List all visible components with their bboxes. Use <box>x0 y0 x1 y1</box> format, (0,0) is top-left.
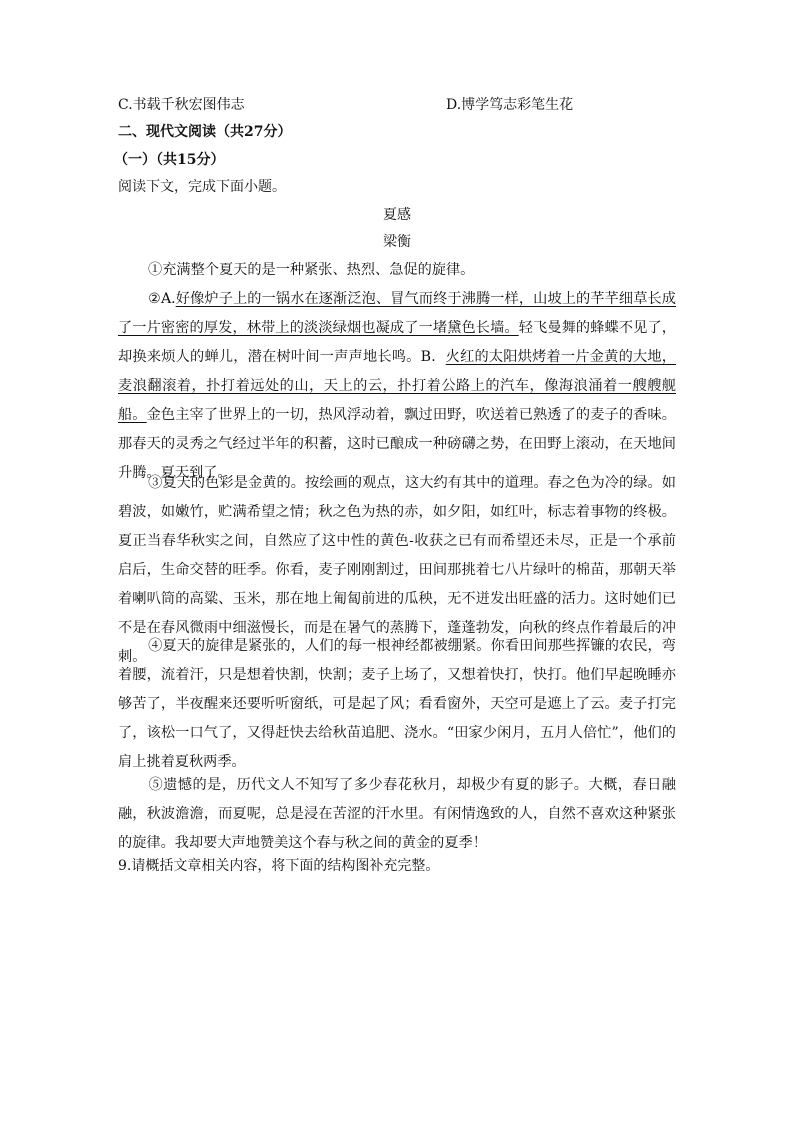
sub-heading: （一）（共15分） <box>114 152 225 168</box>
paragraph-2-middle-text: 轻飞曼舞的蜂蝶不见了，却换来烦人的蝉儿，潜在树叶间一声声地长鸣。B． <box>118 320 676 365</box>
article-author: 梁衡 <box>383 234 411 250</box>
section-heading: 二、现代文阅读（共27分） <box>118 124 292 140</box>
paragraph-3-text: ③夏天的色彩是金黄的。按绘画的观点，这大约有其中的道理。春之色为冷的绿。如碧波，如嫩竹，贮满希望之情；秋之色为热的赤，如夕阳，如红叶，标志着事物的终极。夏正当春华秋实之间，自然应了这中性的黄色-收获之已有而希望还未尽，正是一个承前启后，生命交替的旺季。你看，麦子刚刚割过，田间那挑着七八片绿叶的棉苗，那朝天举着喇叭筒的高粱、玉米，那在地上匍匐前进的瓜秧，无不迸发出旺盛的活力。这时她们已不是在春风微雨中细滋慢长，而是在暑气的蒸腾下，蓬蓬勃发，向秋的终点作着最后的冲刺。 <box>118 475 676 665</box>
paragraph-5-text: ⑤遗憾的是，历代文人不知写了多少春花秋月，却极少有夏的影子。大概，春日融融，秋波澹澹，而夏呢，总是浸在苦涩的汗水里。有闲情逸致的人，自然不喜欢这种紧张的旋律。我却要大声地赞美这个春与秋之间的黄金的夏季！ <box>118 777 676 851</box>
option-d: D.博学笃志彩笔生花 <box>446 97 574 113</box>
underlined-sentence-b: 火红的太阳烘烤着一片金黄的大地，麦浪翻滚着，扑打着远处的山，天上的云，扑打着公路上的汽车，像海浪涌着一艘艘舰船。 <box>118 349 676 423</box>
paragraph-5 <box>118 771 676 858</box>
paragraph-4 <box>118 632 676 777</box>
option-c: C.书载千秋宏图伟志 <box>118 97 245 113</box>
sentence-a-label: A. <box>160 291 176 307</box>
underlined-sentence-a: 好像炉子上的一锅水在逐渐泛泡、冒气而终于沸腾一样，山坡上的芊芊细草长成了一片密密的厚发，林带上的淡淡绿烟也凝成了一堵黛色长墙。 <box>118 291 676 336</box>
paragraph-1-text: ①充满整个夏天的是一种紧张、热烈、急促的旋律。 <box>148 262 475 278</box>
paragraph-1 <box>118 256 676 285</box>
paragraph-4-text: ④夏天的旋律是紧张的，人们的每一根神经都被绷紧。你看田间那些挥镰的农民，弯着腰，流着汗，只是想着快割，快割；麦子上场了，又想着快打，快打。他们早起晚睡亦够苦了，半夜醒来还要听听窗纸，可是起了风；看看窗外，天空可是遮上了云。麦子打完了，该松一口气了，又得赶快去给秋苗追肥、浇水。“田家少闲月，五月人倍忙”，他们的肩上挑着夏秋两季。 <box>118 638 676 770</box>
article-title: 夏感 <box>383 207 411 223</box>
paragraph-2-end-text: 金色主宰了世界上的一切，热风浮动着，飘过田野，吹送着已熟透了的麦子的香味。那春天的灵秀之气经过半年的积蓄，这时已酿成一种磅礴之势，在田野上滚动，在天地间升腾。夏天到了。 <box>118 407 676 481</box>
question-9: 9.请概括文章相关内容，将下面的结构图补充完整。 <box>118 858 440 874</box>
instruction-text: 阅读下文，完成下面小题。 <box>118 179 286 195</box>
paragraph-2 <box>118 285 676 488</box>
answer-options-row <box>118 95 678 115</box>
paragraph-2-number: ② <box>148 291 161 307</box>
